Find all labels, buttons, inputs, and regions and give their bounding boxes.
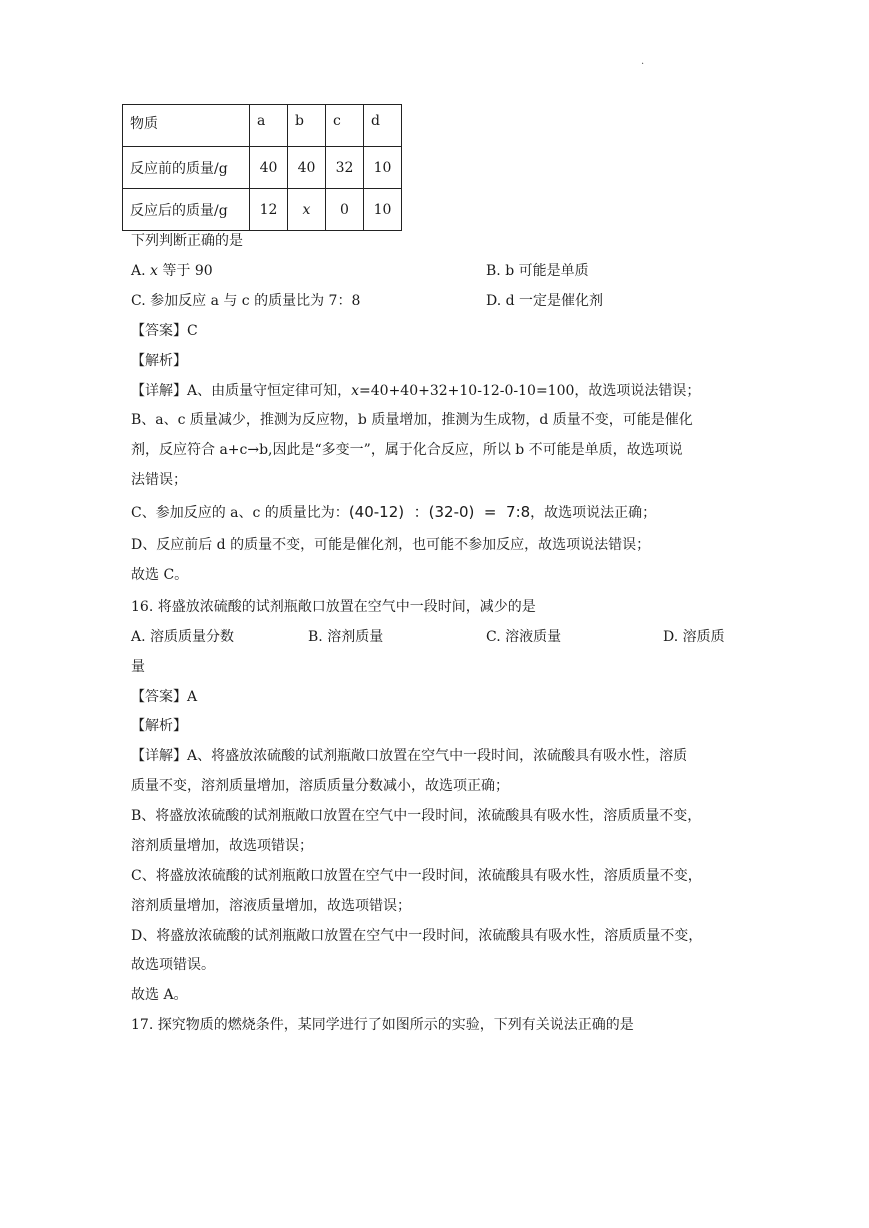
table-cell: 32: [326, 147, 364, 189]
q15-detail-b-line1: B、a、c 质量减少，推测为反应物，b 质量增加，推测为生成物，d 质量不变，可能是催化: [131, 412, 693, 428]
q17-stem: 17. 探究物质的燃烧条件，某同学进行了如图所示的实验，下列有关说法正确的是: [131, 1017, 634, 1033]
table-cell: 12: [250, 189, 288, 231]
q16-option-c: C. 溶液质量: [486, 629, 562, 645]
q16-answer: 【答案】A: [131, 689, 198, 705]
page-marker-dot: .: [641, 56, 645, 67]
table-cell: 0: [326, 189, 364, 231]
q16-option-d: D. 溶质质: [663, 629, 725, 645]
q16-detail-c-line1: C、将盛放浓硫酸的试剂瓶敞口放置在空气中一段时间，浓硫酸具有吸水性，溶质质量不变，: [131, 868, 702, 884]
q16-detail-b-line2: 溶剂质量增加，故选项错误；: [131, 838, 313, 854]
table-header-cell: a: [250, 105, 288, 147]
q16-detail-c-line2: 溶剂质量增加，溶液质量增加，故选项错误；: [131, 898, 411, 914]
table-row: [123, 147, 402, 189]
table-cell: 10: [364, 147, 402, 189]
table-cell: x: [288, 189, 326, 231]
q15-detail-b-line2: 剂，反应符合 a+c→b,因此是“多变一”，属于化合反应，所以 b 不可能是单质，故选项说: [131, 442, 683, 458]
table-cell: 10: [364, 189, 402, 231]
table-header-cell: c: [326, 105, 364, 147]
q15-detail-c: [131, 502, 656, 523]
q15-detail-a: [131, 381, 700, 401]
table-cell: 40: [288, 147, 326, 189]
q16-stem: 16. 将盛放浓硫酸的试剂瓶敞口放置在空气中一段时间，减少的是: [131, 599, 536, 615]
mass-table: [122, 104, 402, 231]
table-cell: 反应后的质量/g: [123, 189, 250, 231]
q15-detail-a-pre: 【详解】A、由质量守恒定律可知，: [131, 383, 352, 399]
q16-option-d-wrap: 量: [131, 659, 145, 675]
q15-option-d: D. d 一定是催化剂: [486, 293, 604, 309]
q16-detail-d-line2: 故选项错误。: [131, 957, 215, 973]
q15-detail-a-var: x: [351, 383, 360, 399]
table-header-cell: d: [364, 105, 402, 147]
q16-choose: 故选 A。: [131, 987, 188, 1003]
table-row: [123, 189, 402, 231]
q16-detail-a-line1: 【详解】A、将盛放浓硫酸的试剂瓶敞口放置在空气中一段时间，浓硫酸具有吸水性，溶质: [131, 748, 688, 764]
q15-option-a: [131, 261, 213, 281]
q15-option-a-label: A.: [131, 263, 146, 279]
table-header-cell: 物质: [123, 105, 250, 147]
q15-option-a-var: x: [150, 263, 158, 279]
q16-detail-a-line2: 质量不变，溶剂质量增加，溶质质量分数减小，故选项正确；: [131, 778, 509, 794]
q15-answer: 【答案】C: [131, 323, 198, 339]
q15-detail-d: D、反应前后 d 的质量不变，可能是催化剂，也可能不参加反应，故选项说法错误；: [131, 537, 651, 553]
q15-option-c: C. 参加反应 a 与 c 的质量比为 7：8: [131, 293, 361, 309]
q15-detail-c-post: ，故选项说法正确；: [530, 505, 657, 521]
q15-option-a-text: 等于 90: [162, 263, 213, 279]
table-cell: 40: [250, 147, 288, 189]
table-header-cell: b: [288, 105, 326, 147]
q16-option-b: B. 溶剂质量: [308, 629, 384, 645]
q16-analysis-heading: 【解析】: [131, 718, 187, 734]
q15-detail-c-ratio: (40-12) ：(32-0) = 7:8: [348, 503, 531, 521]
q15-stem: 下列判断正确的是: [131, 233, 243, 249]
q16-detail-d-line1: D、将盛放浓硫酸的试剂瓶敞口放置在空气中一段时间，浓硫酸具有吸水性，溶质质量不变，: [131, 928, 703, 944]
q15-option-b: B. b 可能是单质: [486, 263, 589, 279]
q16-detail-b-line1: B、将盛放浓硫酸的试剂瓶敞口放置在空气中一段时间，浓硫酸具有吸水性，溶质质量不变，: [131, 808, 702, 824]
q15-detail-b-line3: 法错误；: [131, 472, 187, 488]
table-header-row: [123, 105, 402, 147]
q15-detail-c-pre: C、参加反应的 a、c 的质量比为：: [131, 505, 349, 521]
q15-analysis-heading: 【解析】: [131, 353, 187, 369]
q15-detail-a-post: =40+40+32+10-12-0-10=100，故选项说法错误；: [359, 383, 701, 399]
table-cell: 反应前的质量/g: [123, 147, 250, 189]
q16-option-a: A. 溶质质量分数: [131, 629, 235, 645]
q15-choose: 故选 C。: [131, 567, 189, 583]
